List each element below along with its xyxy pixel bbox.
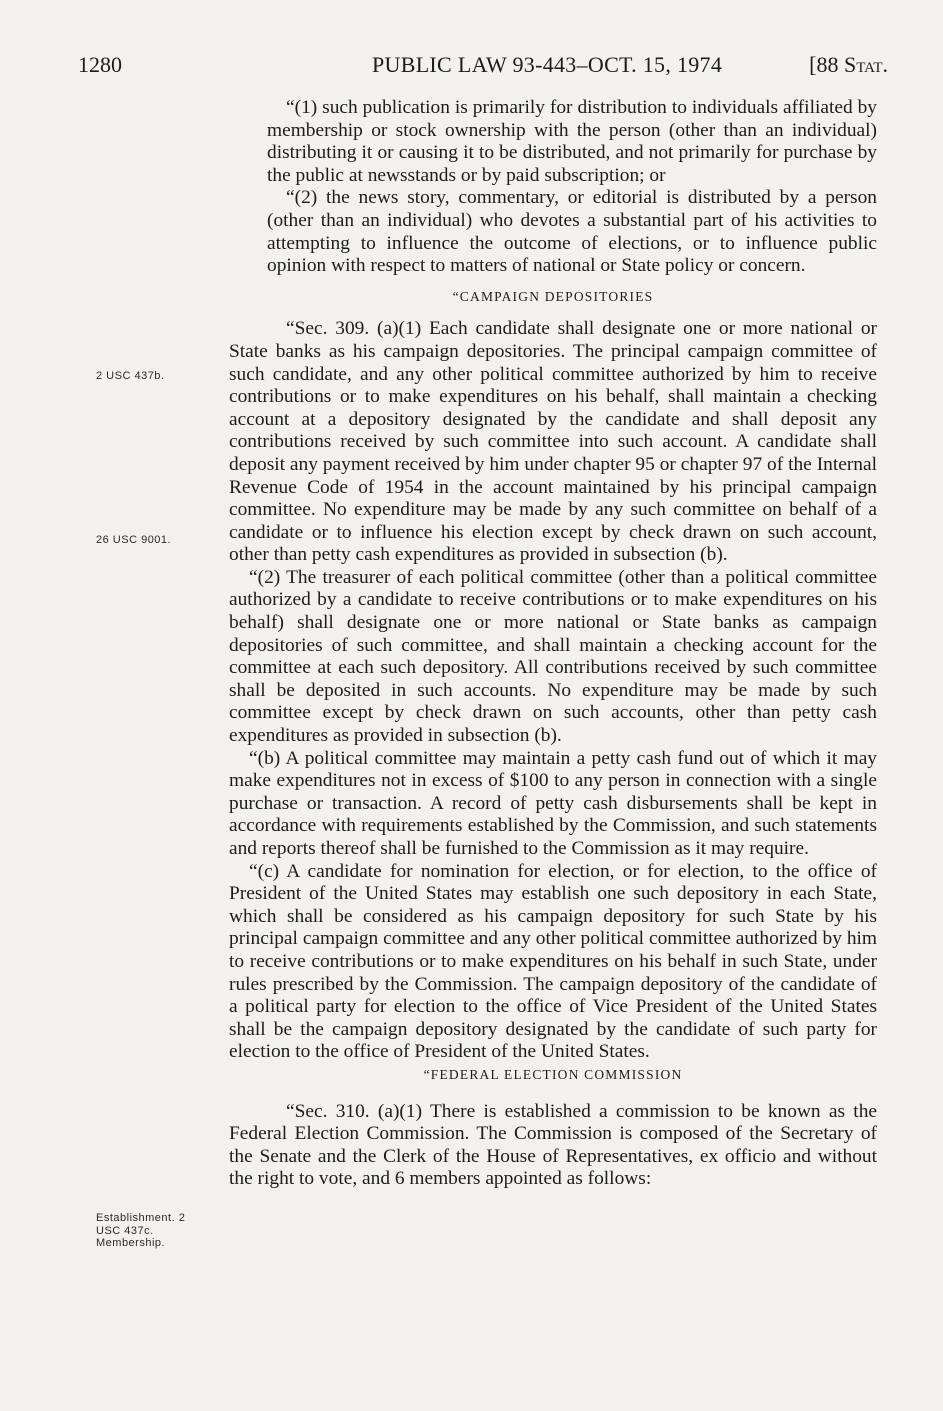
- section-heading-federal-election-commission: “FEDERAL ELECTION COMMISSION: [423, 1066, 683, 1082]
- margin-note-26-usc-9001: 26 USC 9001.: [96, 534, 172, 546]
- sec-309-c: “(c) A candidate for nomination for election, or for election, to the office of President of the United States may establish one such depository in each State, which shall be considered as his campaign depository for such State by his principal campaign committee and any other political committee authorized by him to receive contributions or to make expenditures on his behalf in such State, under rules prescribed by the Commission. The campaign depository of the candidate of a political party for election to the office of Vice President of the United States shall be the campaign depository designated by the candidate of such party for election to the office of President of the United States.: [229, 860, 877, 1063]
- main-text: [229, 97, 877, 1191]
- header-title: PUBLIC LAW 93-443–OCT. 15, 1974: [372, 52, 723, 77]
- page-number: 1280: [78, 52, 122, 77]
- running-header: [78, 52, 888, 82]
- margin-note-establishment: Establishment. 2 USC 437c. Membership.: [96, 1212, 186, 1249]
- sec-309-b: “(b) A political committee may maintain a petty cash fund out of which it may make expenditures not in excess of $100 to any person in connection with a single purchase or transaction. A record of petty cash disbursements shall be kept in accordance with requirements established by the Commission, and such statements and reports thereof shall be furnished to the Commission as it may require.: [229, 747, 877, 859]
- volume-reference: [88 Stat.: [809, 52, 888, 77]
- sec-310-a-1: “Sec. 310. (a)(1) There is established a commission to be known as the Federal Election Commission. The Commission is composed of the Secretary of the Senate and the Clerk of the House of Representatives, ex officio and without the right to vote, and 6 members appointed as follows:: [229, 1100, 877, 1190]
- paragraph-1: “(1) such publication is primarily for distribution to individuals affiliated by membership or stock ownership with the person (other than an individual) distributing it or causing it to be distributed, and not primarily for purchase by the public at newsstands or by paid subscription; or: [267, 97, 877, 186]
- sec-309-a-2: “(2) The treasurer of each political committee (other than a political committee authorized by a candidate to receive contributions or to make expenditures on his behalf) shall designate one or more national or State banks as campaign depositories of such committee, and shall maintain a checking account for the committee at each such depository. All contributions received by such committee shall be deposited in such accounts. No expenditure may be made by such committee except by check drawn on such accounts, other than petty cash expenditures as provided in subsection (b).: [229, 566, 877, 747]
- sec-309-a-1: “Sec. 309. (a)(1) Each candidate shall designate one or more national or State banks as his campaign depositories. The principal campaign committee of such candidate, and any other political committee authorized by him to receive contributions or to make expenditures on his behalf, shall maintain a checking account at a depository designated by the candidate and shall deposit any contributions received by such committee into such account. A candidate shall deposit any payment received by him under chapter 95 or chapter 97 of the Internal Revenue Code of 1954 in the account maintained by his principal campaign committee. No expenditure may be made by any such committee on behalf of a candidate or to influence his election except by check drawn on such account, other than petty cash expenditures as provided in subsection (b).: [229, 318, 877, 566]
- paragraph-2: “(2) the news story, commentary, or editorial is distributed by a person (other than an individual) who devotes a substantial part of his activities to attempting to influence the outcome of elections, or to influence public opinion with respect to matters of national or State policy or concern.: [267, 187, 877, 277]
- margin-note-2-usc-437b: 2 USC 437b.: [96, 370, 165, 382]
- section-heading-campaign-depositories: “CAMPAIGN DEPOSITORIES: [452, 288, 654, 304]
